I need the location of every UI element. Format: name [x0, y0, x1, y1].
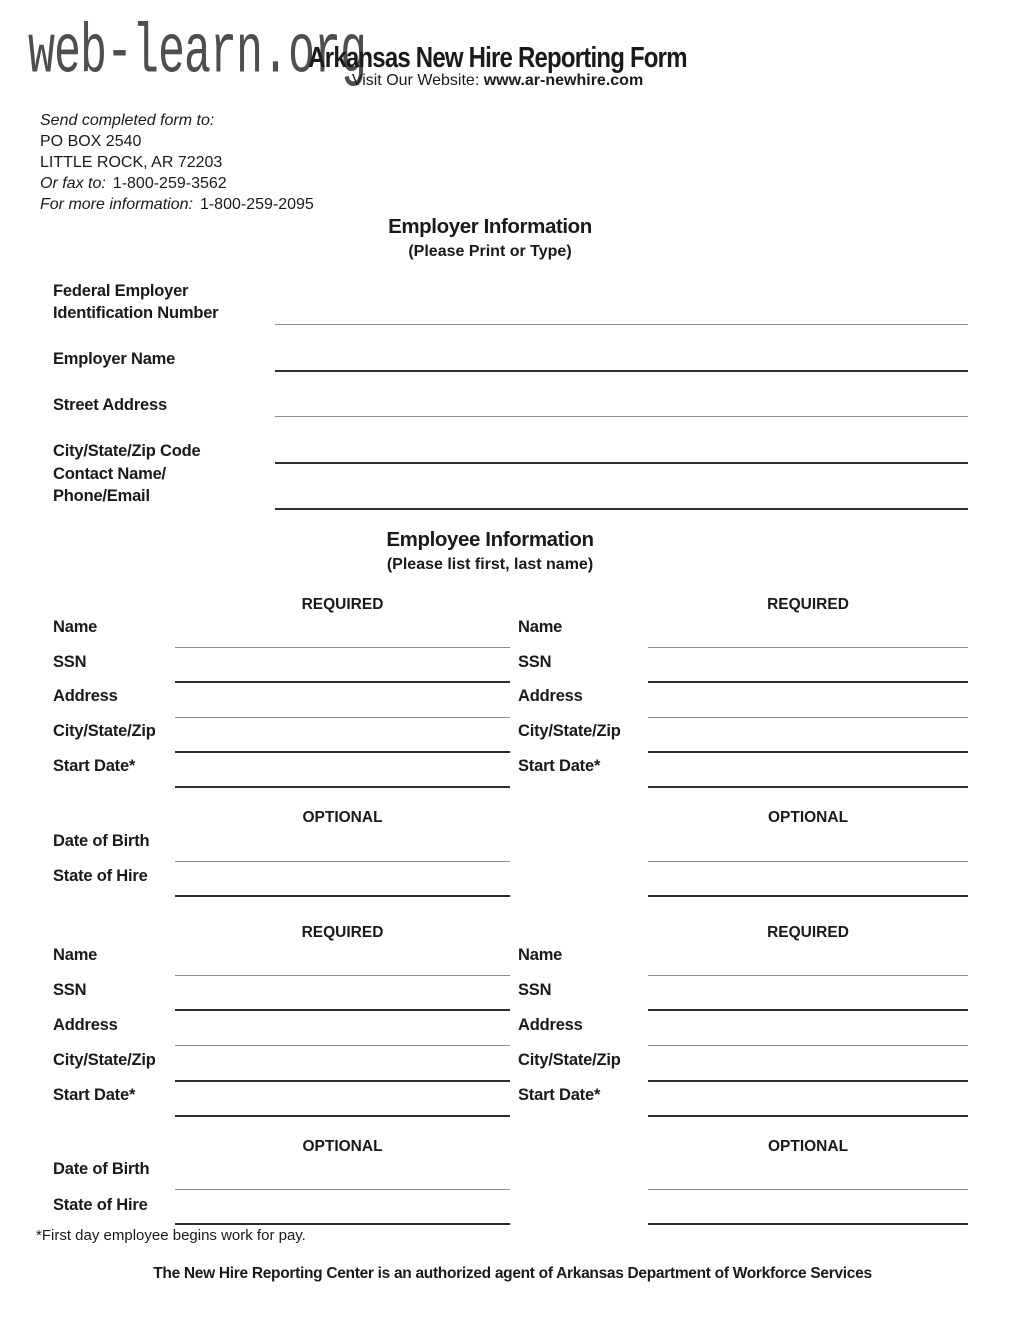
- employee4-dob-input[interactable]: [648, 1175, 968, 1190]
- employer-section-title: Employer Information: [388, 215, 592, 238]
- start-date-footnote: *First day employee begins work for pay.: [36, 1227, 306, 1244]
- employee4-address-input[interactable]: [648, 1031, 968, 1046]
- employee4-name-label: Name: [518, 946, 563, 964]
- employee-section-subtitle: (Please list first, last name): [386, 556, 594, 573]
- required-header-row1-left: REQUIRED: [301, 596, 384, 613]
- watermark: web-learn.org: [28, 14, 367, 94]
- po-box: PO BOX 2540: [40, 133, 142, 150]
- employee4-city-state-zip-input[interactable]: [648, 1066, 968, 1082]
- row2-state-of-hire-label: State of Hire: [53, 1196, 148, 1214]
- employee2-start-date-input[interactable]: [648, 772, 968, 788]
- employee2-address-label: Address: [518, 687, 583, 705]
- employee3-ssn-input[interactable]: [175, 995, 510, 1011]
- employee1-city-state-zip-label: City/State/Zip: [53, 722, 156, 740]
- employee2-city-state-zip-label: City/State/Zip: [518, 722, 621, 740]
- optional-header-row1-right: OPTIONAL: [767, 809, 849, 826]
- employee1-address-input[interactable]: [175, 703, 510, 718]
- employee3-start-date-input[interactable]: [175, 1101, 510, 1117]
- row1-dob-label: Date of Birth: [53, 832, 150, 850]
- employee4-start-date-input[interactable]: [648, 1101, 968, 1117]
- employee1-name-input[interactable]: [175, 633, 510, 648]
- employee3-name-input[interactable]: [175, 961, 510, 976]
- row2-dob-label: Date of Birth: [53, 1160, 150, 1178]
- contact-label-line1: Contact Name/: [53, 465, 166, 483]
- employer-contact-input[interactable]: [275, 494, 968, 510]
- contact-label-line2: Phone/Email: [53, 487, 150, 505]
- employee3-dob-input[interactable]: [175, 1175, 510, 1190]
- optional-header-row1-left: OPTIONAL: [302, 809, 383, 826]
- optional-header-row2-right: OPTIONAL: [767, 1138, 849, 1155]
- mailing-block: [40, 110, 314, 215]
- employee4-state-of-hire-input[interactable]: [648, 1209, 968, 1225]
- employee3-address-label: Address: [53, 1016, 118, 1034]
- employer-name-input[interactable]: [275, 356, 968, 372]
- employee2-city-state-zip-input[interactable]: [648, 737, 968, 753]
- employee1-state-of-hire-input[interactable]: [175, 881, 510, 897]
- employee3-name-label: Name: [53, 946, 98, 964]
- info-label: For more information:: [40, 196, 193, 213]
- required-header-row2-left: REQUIRED: [301, 924, 384, 941]
- employee-section-title: Employee Information: [386, 528, 594, 551]
- employee2-start-date-label: Start Date*: [518, 757, 601, 775]
- employee2-name-label: Name: [518, 618, 563, 636]
- info-number: 1-800-259-2095: [199, 196, 314, 213]
- employee2-state-of-hire-input[interactable]: [648, 881, 968, 897]
- info-line: [40, 194, 314, 215]
- employer-city-state-zip-label: City/State/Zip Code: [53, 442, 201, 460]
- employee2-ssn-input[interactable]: [648, 667, 968, 683]
- fein-label-line1: Federal Employer: [53, 282, 189, 300]
- employee3-city-state-zip-input[interactable]: [175, 1066, 510, 1082]
- employee4-start-date-label: Start Date*: [518, 1086, 601, 1104]
- employee2-address-input[interactable]: [648, 703, 968, 718]
- send-to-label: Send completed form to:: [40, 112, 215, 129]
- employee3-ssn-label: SSN: [53, 981, 87, 999]
- employee2-dob-input[interactable]: [648, 847, 968, 862]
- required-header-row1-right: REQUIRED: [767, 596, 849, 613]
- employee4-name-input[interactable]: [648, 961, 968, 976]
- optional-header-row2-left: OPTIONAL: [302, 1138, 383, 1155]
- fax-label: Or fax to:: [40, 175, 106, 192]
- employee1-city-state-zip-input[interactable]: [175, 737, 510, 753]
- employee2-name-input[interactable]: [648, 633, 968, 648]
- employer-street-address-input[interactable]: [275, 402, 968, 417]
- city-state-zip: LITTLE ROCK, AR 72203: [40, 154, 223, 171]
- employee4-ssn-label: SSN: [518, 981, 552, 999]
- employee1-start-date-input[interactable]: [175, 772, 510, 788]
- required-header-row2-right: REQUIRED: [767, 924, 849, 941]
- employee3-city-state-zip-label: City/State/Zip: [53, 1051, 156, 1069]
- form-title: Arkansas New Hire Reporting Form: [308, 42, 687, 75]
- website-prefix: Visit Our Website:: [351, 72, 484, 89]
- employee3-start-date-label: Start Date*: [53, 1086, 136, 1104]
- employee1-address-label: Address: [53, 687, 118, 705]
- employee3-address-input[interactable]: [175, 1031, 510, 1046]
- employee2-ssn-label: SSN: [518, 653, 552, 671]
- row1-state-of-hire-label: State of Hire: [53, 867, 148, 885]
- employer-fein-input[interactable]: [275, 310, 968, 325]
- employee4-address-label: Address: [518, 1016, 583, 1034]
- employer-city-state-zip-input[interactable]: [275, 448, 968, 464]
- fein-label-line2: Identification Number: [53, 304, 219, 322]
- employee1-name-label: Name: [53, 618, 98, 636]
- employer-section-subtitle: (Please Print or Type): [408, 243, 572, 260]
- employee3-state-of-hire-input[interactable]: [175, 1209, 510, 1225]
- fax-number: 1-800-259-3562: [112, 175, 227, 192]
- employee1-ssn-input[interactable]: [175, 667, 510, 683]
- employer-name-label: Employer Name: [53, 350, 176, 368]
- website-url: www.ar-newhire.com: [483, 72, 644, 89]
- employee1-dob-input[interactable]: [175, 847, 510, 862]
- authorized-agent-footer: The New Hire Reporting Center is an authorized agent of Arkansas Department of Workforce Services: [153, 1265, 872, 1282]
- employee1-start-date-label: Start Date*: [53, 757, 136, 775]
- employee1-ssn-label: SSN: [53, 653, 87, 671]
- employee4-ssn-input[interactable]: [648, 995, 968, 1011]
- fax-line: [40, 173, 314, 194]
- website-line: [0, 72, 995, 90]
- street-address-label: Street Address: [53, 396, 167, 414]
- employee4-city-state-zip-label: City/State/Zip: [518, 1051, 621, 1069]
